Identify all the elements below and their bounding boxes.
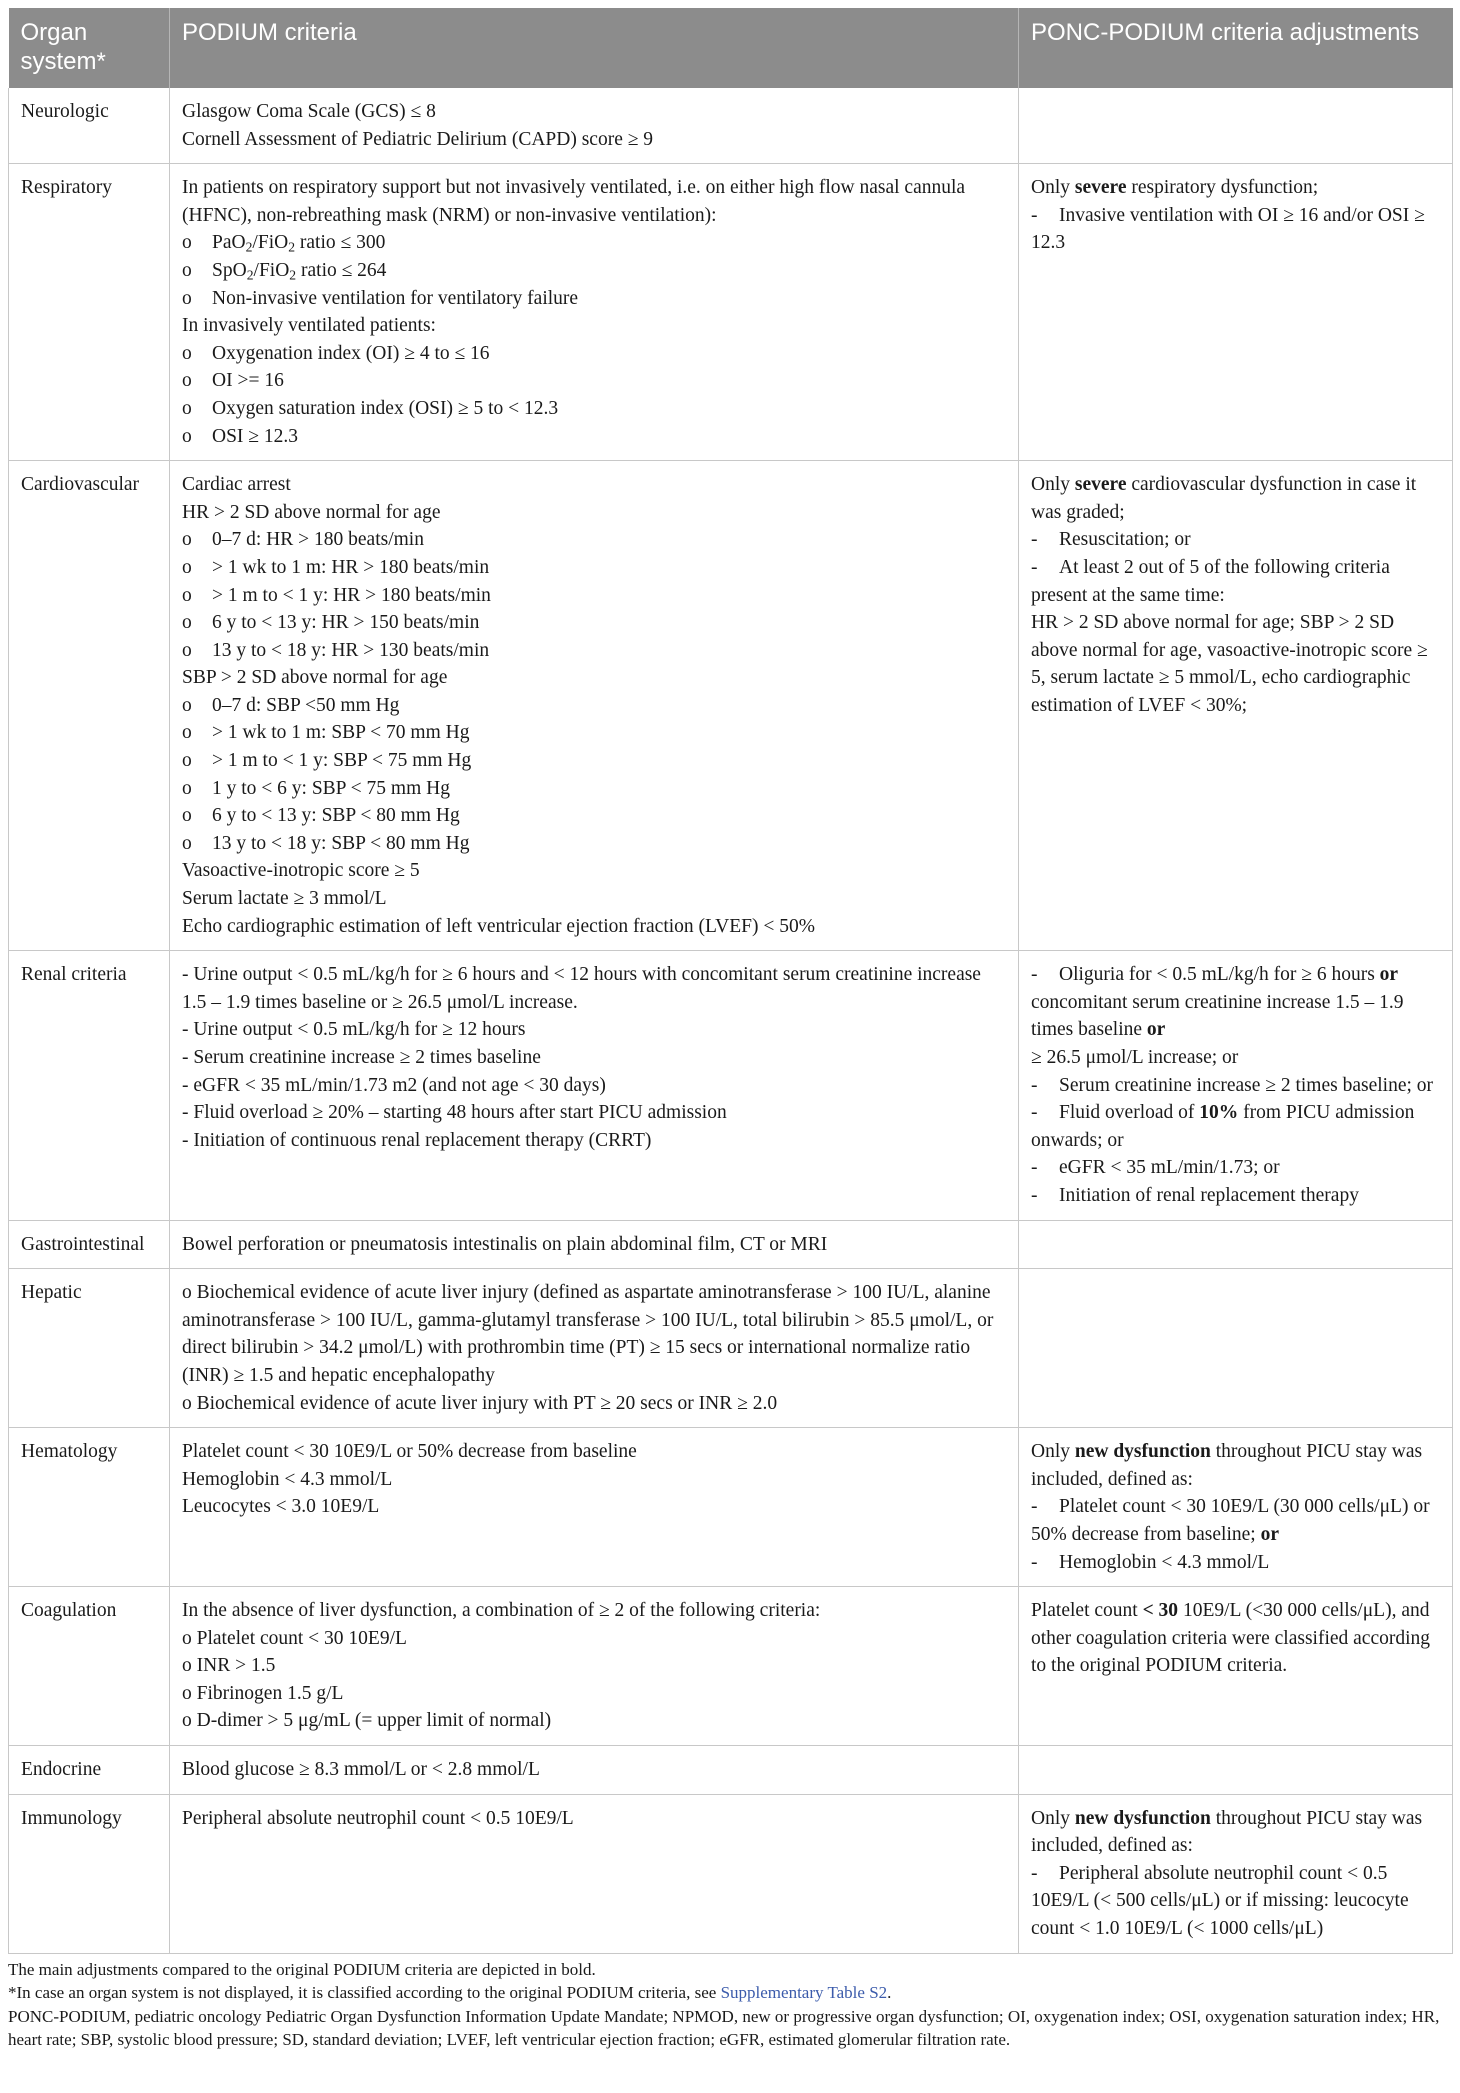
podium-criteria-line: In invasively ventilated patients:: [182, 315, 436, 337]
criteria-table: [8, 8, 1453, 1954]
organ-system-cell: Cardiovascular: [9, 461, 170, 951]
podium-criteria-cell: [170, 1746, 1019, 1795]
ponc-adjustment-line: - Initiation of renal replacement therapy: [1031, 1182, 1440, 1210]
bullet-marker: -: [1031, 529, 1038, 551]
ponc-adjustment-cell: [1019, 951, 1453, 1220]
bullet-marker: o: [182, 342, 192, 364]
supplementary-table-link[interactable]: Supplementary Table S2: [720, 1983, 888, 2003]
podium-criteria-line: Leucocytes < 3.0 10E9/L: [182, 1496, 380, 1518]
podium-criteria-line: o OSI ≥ 12.3: [182, 423, 1006, 451]
podium-criteria-line: o OI >= 16: [182, 367, 1006, 395]
bullet-marker: -: [1031, 1157, 1038, 1179]
bullet-marker: -: [1031, 964, 1038, 986]
footnote-asterisk: [8, 1981, 1452, 2005]
bullet-marker: -: [1031, 556, 1038, 578]
podium-criteria-cell: [170, 1220, 1019, 1269]
bullet-marker: o: [182, 556, 192, 578]
bullet-marker: o: [182, 397, 192, 419]
bullet-marker: o: [182, 639, 192, 661]
organ-system-cell: Respiratory: [9, 164, 170, 461]
podium-criteria-line: o D-dimer > 5 μg/mL (= upper limit of normal): [182, 1710, 552, 1732]
ponc-adjustment-cell: [1019, 1428, 1453, 1587]
podium-criteria-cell: [170, 164, 1019, 461]
bullet-marker: -: [1031, 1102, 1038, 1124]
ponc-adjustment-line: Only new dysfunction throughout PICU stay was included, defined as:: [1031, 1807, 1423, 1857]
ponc-adjustment-line: ≥ 26.5 μmol/L increase; or: [1031, 1047, 1239, 1068]
ponc-adjustment-line: - Oliguria for < 0.5 mL/kg/h for ≥ 6 hours or concomitant serum creatinine increase 1.5 – 1.9 times baseline or: [1031, 961, 1440, 1044]
bullet-marker: o: [182, 232, 192, 254]
header-ponc-adjustments: PONC-PODIUM criteria adjustments: [1019, 8, 1453, 88]
bullet-marker: o: [182, 722, 192, 744]
bullet-marker: -: [1031, 204, 1038, 226]
criteria-document: [8, 8, 1452, 2052]
podium-criteria-line: Echo cardiographic estimation of left ventricular ejection fraction (LVEF) < 50%: [182, 915, 815, 937]
podium-criteria-cell: [170, 1428, 1019, 1587]
ponc-adjustment-line: Only severe cardiovascular dysfunction in case it was graded;: [1031, 474, 1417, 523]
ponc-adjustment-line: - Platelet count < 30 10E9/L (30 000 cells/μL) or 50% decrease from baseline; or: [1031, 1493, 1440, 1548]
table-footnotes: [8, 1958, 1452, 2052]
ponc-adjustment-line: - Fluid overload of 10% from PICU admission onwards; or: [1031, 1099, 1440, 1154]
podium-criteria-line: o Biochemical evidence of acute liver injury (defined as aspartate aminotransferase > 100 IU/L, alanine aminotransferase > 100 IU/L, gamma-glutamyl transferase > 100 IU/L, total bilirubin > 85.5 μmol/L, or direct bilirubin > 34.2 μmol/L) with prothrombin time (PT) ≥ 15 secs or international normalize ratio (INR) ≥ 1.5 and hepatic encephalopathy: [182, 1282, 994, 1386]
bullet-marker: o: [182, 694, 192, 716]
bullet-marker: -: [1031, 1551, 1038, 1573]
table-row: [9, 461, 1453, 951]
ponc-adjustment-cell: [1019, 461, 1453, 951]
ponc-adjustment-cell: [1019, 1746, 1453, 1795]
podium-criteria-line: o 6 y to < 13 y: HR > 150 beats/min: [182, 609, 1006, 637]
bullet-marker: o: [182, 584, 192, 606]
footnote-abbreviations: PONC-PODIUM, pediatric oncology Pediatric Organ Dysfunction Information Update Mandate; NPMOD, new or progressive organ dysfunction; OI, oxygenation index; OSI, oxygenation saturation index; HR, heart rate; SBP, systolic blood pressure; SD, standard deviation; LVEF, left ventricular ejection fraction; eGFR, estimated glomerular filtration rate.: [8, 2006, 1440, 2050]
podium-criteria-cell: [170, 88, 1019, 164]
bullet-marker: o: [182, 287, 192, 309]
podium-criteria-line: Vasoactive-inotropic score ≥ 5: [182, 860, 420, 882]
ponc-adjustment-line: - Invasive ventilation with OI ≥ 16 and/or OSI ≥ 12.3: [1031, 202, 1440, 257]
podium-criteria-cell: [170, 1794, 1019, 1953]
podium-criteria-line: o 13 y to < 18 y: HR > 130 beats/min: [182, 637, 1006, 665]
podium-criteria-cell: [170, 951, 1019, 1220]
podium-criteria-line: Cardiac arrest: [182, 474, 291, 496]
podium-criteria-line: o Fibrinogen 1.5 g/L: [182, 1682, 344, 1704]
ponc-adjustment-line: - At least 2 out of 5 of the following criteria present at the same time:: [1031, 554, 1440, 609]
table-row: [9, 951, 1453, 1220]
podium-criteria-line: o Oxygen saturation index (OSI) ≥ 5 to < 12.3: [182, 395, 1006, 423]
podium-criteria-line: Hemoglobin < 4.3 mmol/L: [182, 1468, 393, 1490]
podium-criteria-line: o > 1 m to < 1 y: SBP < 75 mm Hg: [182, 747, 1006, 775]
podium-criteria-line: - Urine output < 0.5 mL/kg/h for ≥ 6 hours and < 12 hours with concomitant serum creatinine increase 1.5 – 1.9 times baseline or ≥ 26.5 μmol/L increase.: [182, 964, 981, 1013]
ponc-adjustment-line: Only new dysfunction throughout PICU stay was included, defined as:: [1031, 1441, 1423, 1490]
ponc-adjustment-line: - Resuscitation; or: [1031, 526, 1440, 554]
podium-criteria-line: - eGFR < 35 mL/min/1.73 m2 (and not age < 30 days): [182, 1074, 606, 1096]
footnote-bold-note: The main adjustments compared to the original PODIUM criteria are depicted in bold.: [8, 1959, 596, 1979]
table-row: [9, 88, 1453, 164]
ponc-adjustment-line: HR > 2 SD above normal for age; SBP > 2 SD above normal for age, vasoactive-inotropic score ≥ 5, serum lactate ≥ 5 mmol/L, echo cardiographic estimation of LVEF < 30%;: [1031, 612, 1428, 716]
podium-criteria-line: Glasgow Coma Scale (GCS) ≤ 8: [182, 101, 436, 122]
podium-criteria-line: o SpO$_2$/FiO$_2$ ratio ≤ 264: [182, 257, 1006, 285]
bullet-marker: o: [182, 832, 192, 854]
table-row: [9, 1220, 1453, 1269]
bullet-marker: o: [182, 370, 192, 392]
podium-criteria-line: Blood glucose ≥ 8.3 mmol/L or < 2.8 mmol/L: [182, 1759, 540, 1781]
ponc-adjustment-line: - eGFR < 35 mL/min/1.73; or: [1031, 1154, 1440, 1182]
podium-criteria-line: o 13 y to < 18 y: SBP < 80 mm Hg: [182, 830, 1006, 858]
podium-criteria-line: o > 1 wk to 1 m: HR > 180 beats/min: [182, 554, 1006, 582]
table-row: [9, 1269, 1453, 1428]
podium-criteria-line: Peripheral absolute neutrophil count < 0.5 10E9/L: [182, 1807, 574, 1829]
organ-system-cell: Renal criteria: [9, 951, 170, 1220]
podium-criteria-line: o Oxygenation index (OI) ≥ 4 to ≤ 16: [182, 340, 1006, 368]
ponc-adjustment-line: - Peripheral absolute neutrophil count < 0.5 10E9/L (< 500 cells/μL) or if missing: leucocyte count < 1.0 10E9/L (< 1000 cells/μL): [1031, 1860, 1440, 1943]
footnote-asterisk-text: *In case an organ system is not displayed, it is classified according to the original PODIUM criteria, see: [8, 1983, 721, 2003]
podium-criteria-line: - Fluid overload ≥ 20% – starting 48 hours after start PICU admission: [182, 1102, 727, 1124]
bullet-marker: -: [1031, 1074, 1038, 1096]
ponc-adjustment-cell: [1019, 1794, 1453, 1953]
podium-criteria-line: Bowel perforation or pneumatosis intestinalis on plain abdominal film, CT or MRI: [182, 1233, 828, 1255]
podium-criteria-line: - Urine output < 0.5 mL/kg/h for ≥ 12 hours: [182, 1019, 526, 1041]
bullet-marker: o: [182, 529, 192, 551]
podium-criteria-line: - Initiation of continuous renal replacement therapy (CRRT): [182, 1129, 652, 1151]
ponc-adjustment-line: Only severe respiratory dysfunction;: [1031, 177, 1319, 199]
podium-criteria-line: In the absence of liver dysfunction, a combination of ≥ 2 of the following criteria:: [182, 1600, 821, 1622]
ponc-adjustment-cell: [1019, 1220, 1453, 1269]
header-podium-criteria: PODIUM criteria: [170, 8, 1019, 88]
podium-criteria-line: o > 1 wk to 1 m: SBP < 70 mm Hg: [182, 719, 1006, 747]
footnote-asterisk-end: .: [887, 1983, 892, 2003]
bullet-marker: o: [182, 805, 192, 827]
podium-criteria-line: o > 1 m to < 1 y: HR > 180 beats/min: [182, 582, 1006, 610]
podium-criteria-line: o 0–7 d: SBP <50 mm Hg: [182, 692, 1006, 720]
bullet-marker: o: [182, 750, 192, 772]
ponc-adjustment-line: - Hemoglobin < 4.3 mmol/L: [1031, 1549, 1440, 1577]
ponc-adjustment-cell: [1019, 1269, 1453, 1428]
ponc-adjustment-cell: [1019, 164, 1453, 461]
podium-criteria-line: Serum lactate ≥ 3 mmol/L: [182, 888, 387, 910]
podium-criteria-line: o Non-invasive ventilation for ventilatory failure: [182, 285, 1006, 313]
bullet-marker: o: [182, 612, 192, 634]
podium-criteria-line: o PaO$_2$/FiO$_2$ ratio ≤ 300: [182, 229, 1006, 257]
podium-criteria-cell: [170, 461, 1019, 951]
podium-criteria-line: HR > 2 SD above normal for age: [182, 501, 441, 523]
organ-system-cell: Hematology: [9, 1428, 170, 1587]
bullet-marker: -: [1031, 1862, 1038, 1884]
organ-system-cell: Immunology: [9, 1794, 170, 1953]
podium-criteria-cell: [170, 1587, 1019, 1746]
podium-criteria-line: - Serum creatinine increase ≥ 2 times baseline: [182, 1047, 541, 1068]
organ-system-cell: Coagulation: [9, 1587, 170, 1746]
organ-system-cell: Neurologic: [9, 88, 170, 164]
podium-criteria-cell: [170, 1269, 1019, 1428]
bullet-marker: -: [1031, 1184, 1038, 1206]
bullet-marker: -: [1031, 1496, 1038, 1518]
podium-criteria-line: o INR > 1.5: [182, 1655, 276, 1677]
bullet-marker: o: [182, 425, 192, 447]
podium-criteria-line: o 1 y to < 6 y: SBP < 75 mm Hg: [182, 775, 1006, 803]
podium-criteria-line: o 6 y to < 13 y: SBP < 80 mm Hg: [182, 802, 1006, 830]
ponc-adjustment-line: - Serum creatinine increase ≥ 2 times baseline; or: [1031, 1072, 1440, 1100]
podium-criteria-line: In patients on respiratory support but not invasively ventilated, i.e. on either high flow nasal cannula (HFNC), non-rebreathing mask (NRM) or non-invasive ventilation):: [182, 177, 966, 226]
table-header-row: [9, 8, 1453, 88]
bullet-marker: o: [182, 777, 192, 799]
organ-system-cell: Gastrointestinal: [9, 1220, 170, 1269]
organ-system-cell: Hepatic: [9, 1269, 170, 1428]
podium-criteria-line: o 0–7 d: HR > 180 beats/min: [182, 526, 1006, 554]
table-row: [9, 164, 1453, 461]
table-row: [9, 1794, 1453, 1953]
ponc-adjustment-line: Platelet count < 30 10E9/L (<30 000 cells/μL), and other coagulation criteria were classified according to the original PODIUM criteria.: [1031, 1600, 1431, 1677]
organ-system-cell: Endocrine: [9, 1746, 170, 1795]
bullet-marker: o: [182, 259, 192, 281]
table-row: [9, 1428, 1453, 1587]
podium-criteria-line: Platelet count < 30 10E9/L or 50% decrease from baseline: [182, 1441, 637, 1463]
header-organ-system: Organ system*: [9, 8, 170, 88]
ponc-adjustment-cell: [1019, 88, 1453, 164]
podium-criteria-line: o Platelet count < 30 10E9/L: [182, 1627, 407, 1649]
table-row: [9, 1587, 1453, 1746]
podium-criteria-line: SBP > 2 SD above normal for age: [182, 667, 448, 689]
ponc-adjustment-cell: [1019, 1587, 1453, 1746]
table-row: [9, 1746, 1453, 1795]
podium-criteria-line: o Biochemical evidence of acute liver injury with PT ≥ 20 secs or INR ≥ 2.0: [182, 1392, 778, 1414]
podium-criteria-line: Cornell Assessment of Pediatric Delirium (CAPD) score ≥ 9: [182, 128, 654, 150]
